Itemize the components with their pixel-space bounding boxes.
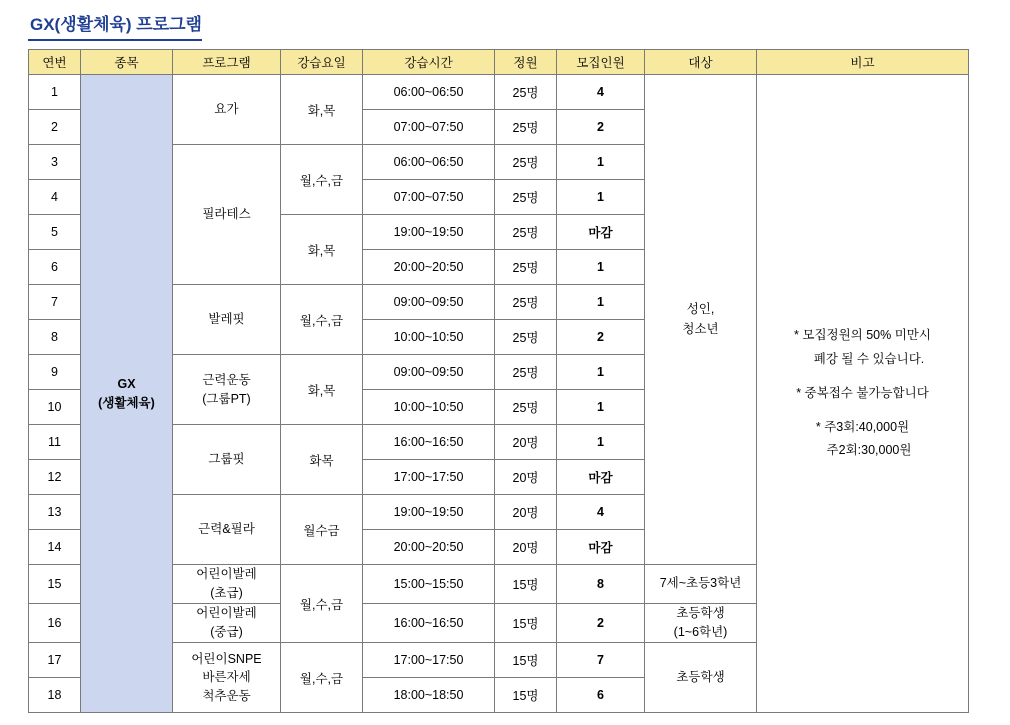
- cell-recruit: 1: [557, 180, 645, 215]
- gx-program-table: [28, 49, 969, 713]
- target-line-2: (1~6학년): [673, 624, 728, 639]
- cell-program: [173, 355, 281, 425]
- cell-capacity: 20명: [495, 460, 557, 495]
- cell-recruit: 1: [557, 425, 645, 460]
- cell-recruit: 1: [557, 390, 645, 425]
- cell-no: 16: [29, 603, 81, 643]
- cell-recruit: 2: [557, 603, 645, 643]
- cell-time: 06:00~06:50: [363, 145, 495, 180]
- cell-program: [173, 565, 281, 604]
- cell-recruit: 6: [557, 678, 645, 713]
- cell-time: 09:00~09:50: [363, 285, 495, 320]
- cell-program: 필라테스: [173, 145, 281, 285]
- program-line-2: (초급): [210, 585, 243, 600]
- column-header-recruit: 모집인원: [557, 50, 645, 75]
- cell-no: 4: [29, 180, 81, 215]
- cell-capacity: 25명: [495, 250, 557, 285]
- cell-recruit: 1: [557, 285, 645, 320]
- cell-target: 7세~초등3학년: [645, 565, 757, 604]
- cell-time: 07:00~07:50: [363, 180, 495, 215]
- cell-time: 06:00~06:50: [363, 75, 495, 110]
- cell-recruit: 8: [557, 565, 645, 604]
- cell-capacity: 25명: [495, 355, 557, 390]
- cell-recruit: 7: [557, 643, 645, 678]
- note-spacer-1: [757, 372, 968, 382]
- column-header-note: 비고: [757, 50, 969, 75]
- cell-days: 화,목: [281, 75, 363, 145]
- cell-no: 18: [29, 678, 81, 713]
- cell-program: [173, 603, 281, 643]
- cell-capacity: 25명: [495, 180, 557, 215]
- column-header-capacity: 정원: [495, 50, 557, 75]
- cell-no: 1: [29, 75, 81, 110]
- column-header-kind: 종목: [81, 50, 173, 75]
- cell-days: 화목: [281, 425, 363, 495]
- cell-capacity: 15명: [495, 565, 557, 604]
- cell-recruit: 1: [557, 355, 645, 390]
- kind-line-2: (생활체육): [98, 395, 155, 410]
- cell-no: 15: [29, 565, 81, 604]
- cell-no: 2: [29, 110, 81, 145]
- cell-no: 14: [29, 530, 81, 565]
- cell-time: 09:00~09:50: [363, 355, 495, 390]
- note-line-1: * 모집정원의 50% 미만시: [794, 328, 931, 343]
- cell-time: 17:00~17:50: [363, 460, 495, 495]
- page-title-wrap: [28, 8, 972, 41]
- cell-days: 월,수,금: [281, 565, 363, 643]
- cell-capacity: 25명: [495, 75, 557, 110]
- cell-recruit: 마감: [557, 215, 645, 250]
- target-line-2: 청소년: [682, 321, 719, 336]
- cell-program: 근력&필라: [173, 495, 281, 565]
- column-header-time: 강습시간: [363, 50, 495, 75]
- program-line-3: 척추운동: [202, 689, 251, 704]
- cell-capacity: 25명: [495, 215, 557, 250]
- cell-no: 12: [29, 460, 81, 495]
- column-header-program: 프로그램: [173, 50, 281, 75]
- cell-target: [645, 75, 757, 565]
- program-line-1: 어린이발레: [196, 606, 257, 621]
- cell-days: 월수금: [281, 495, 363, 565]
- cell-capacity: 15명: [495, 678, 557, 713]
- cell-recruit: 4: [557, 75, 645, 110]
- cell-recruit: 마감: [557, 460, 645, 495]
- cell-time: 18:00~18:50: [363, 678, 495, 713]
- cell-recruit: 2: [557, 320, 645, 355]
- cell-kind: [81, 75, 173, 713]
- cell-time: 16:00~16:50: [363, 425, 495, 460]
- page-title: GX(생활체육) 프로그램: [28, 8, 202, 41]
- cell-capacity: 20명: [495, 495, 557, 530]
- cell-time: 17:00~17:50: [363, 643, 495, 678]
- cell-no: 8: [29, 320, 81, 355]
- note-line-5: 주2회:30,000원: [826, 443, 912, 458]
- program-line-2: (중급): [210, 624, 243, 639]
- column-header-no: 연번: [29, 50, 81, 75]
- cell-capacity: 15명: [495, 603, 557, 643]
- cell-recruit: 4: [557, 495, 645, 530]
- cell-recruit: 1: [557, 145, 645, 180]
- cell-time: 19:00~19:50: [363, 495, 495, 530]
- program-line-1: 근력운동: [202, 372, 251, 387]
- column-header-target: 대상: [645, 50, 757, 75]
- cell-capacity: 25명: [495, 390, 557, 425]
- cell-capacity: 25명: [495, 320, 557, 355]
- cell-capacity: 25명: [495, 285, 557, 320]
- cell-recruit: 1: [557, 250, 645, 285]
- note-spacer-2: [757, 406, 968, 416]
- target-line-1: 성인,: [686, 302, 715, 317]
- cell-capacity: 25명: [495, 145, 557, 180]
- program-line-1: 어린이SNPE: [191, 651, 262, 666]
- cell-days: 월,수,금: [281, 145, 363, 215]
- cell-no: 7: [29, 285, 81, 320]
- cell-recruit: 마감: [557, 530, 645, 565]
- cell-time: 20:00~20:50: [363, 250, 495, 285]
- table-header-row: [29, 50, 969, 75]
- cell-target: 초등학생: [645, 643, 757, 713]
- cell-days: 화,목: [281, 355, 363, 425]
- cell-note: [757, 75, 969, 713]
- cell-time: 10:00~10:50: [363, 390, 495, 425]
- kind-line-1: GX: [117, 376, 136, 391]
- cell-time: 19:00~19:50: [363, 215, 495, 250]
- note-line-4: * 주3회:40,000원: [815, 419, 910, 434]
- cell-time: 10:00~10:50: [363, 320, 495, 355]
- cell-time: 20:00~20:50: [363, 530, 495, 565]
- cell-recruit: 2: [557, 110, 645, 145]
- target-line-1: 초등학생: [676, 605, 725, 620]
- cell-no: 13: [29, 495, 81, 530]
- column-header-days: 강습요일: [281, 50, 363, 75]
- program-line-1: 어린이발레: [196, 567, 257, 581]
- program-line-2: (그룹PT): [202, 391, 251, 406]
- cell-no: 17: [29, 643, 81, 678]
- cell-program: 그룹핏: [173, 425, 281, 495]
- cell-days: 화,목: [281, 215, 363, 285]
- cell-time: 07:00~07:50: [363, 110, 495, 145]
- cell-program: 발레핏: [173, 285, 281, 355]
- cell-no: 9: [29, 355, 81, 390]
- cell-no: 3: [29, 145, 81, 180]
- note-line-3: * 중복접수 불가능합니다: [796, 385, 929, 400]
- cell-capacity: 20명: [495, 425, 557, 460]
- cell-days: 월,수,금: [281, 285, 363, 355]
- cell-program: [173, 643, 281, 713]
- cell-no: 10: [29, 390, 81, 425]
- cell-no: 5: [29, 215, 81, 250]
- cell-program: 요가: [173, 75, 281, 145]
- program-line-2: 바른자세: [202, 670, 251, 685]
- note-line-2: 폐강 될 수 있습니다.: [813, 352, 925, 366]
- cell-capacity: 20명: [495, 530, 557, 565]
- table-row: [29, 75, 969, 110]
- cell-no: 11: [29, 425, 81, 460]
- cell-capacity: 15명: [495, 643, 557, 678]
- cell-no: 6: [29, 250, 81, 285]
- cell-days: 월,수,금: [281, 643, 363, 713]
- cell-time: 16:00~16:50: [363, 603, 495, 643]
- cell-target: [645, 603, 757, 643]
- cell-capacity: 25명: [495, 110, 557, 145]
- cell-time: 15:00~15:50: [363, 565, 495, 604]
